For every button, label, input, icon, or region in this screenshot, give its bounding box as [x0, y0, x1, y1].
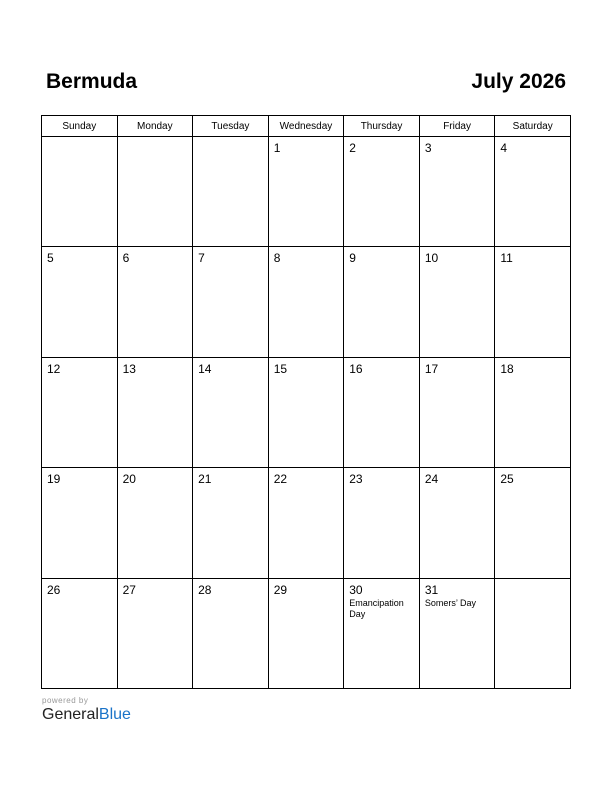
day-number: 18 — [500, 361, 514, 376]
day-cell — [268, 468, 344, 578]
calendar-grid — [41, 115, 571, 689]
day-cell — [419, 247, 495, 357]
weekday-header-row — [42, 116, 571, 137]
week-row — [42, 357, 571, 467]
day-cell — [193, 357, 269, 467]
weekday-sunday: Sunday — [42, 116, 118, 137]
weekday-wednesday: Wednesday — [268, 116, 344, 137]
day-number: 15 — [273, 361, 288, 376]
day-number: 10 — [424, 251, 439, 266]
weekday-thursday: Thursday — [344, 116, 420, 137]
day-number: 14 — [198, 361, 212, 376]
day-cell — [495, 357, 571, 467]
day-cell — [268, 578, 344, 688]
day-cell — [419, 578, 495, 688]
day-cell — [117, 357, 193, 467]
holiday-label: Emancipation Day — [349, 597, 404, 619]
day-number: 8 — [273, 251, 281, 266]
day-number: 13 — [122, 361, 136, 376]
day-number: 1 — [273, 141, 281, 155]
day-cell — [344, 468, 420, 578]
day-cell — [117, 137, 193, 247]
day-number: 12 — [47, 361, 61, 376]
day-number: 26 — [47, 582, 61, 597]
day-cell — [117, 247, 193, 357]
day-cell — [419, 468, 495, 578]
weekday-monday: Monday — [117, 116, 193, 137]
day-number: 30 — [349, 582, 363, 597]
day-number: 2 — [349, 141, 356, 155]
day-number: 5 — [47, 251, 54, 266]
week-row — [42, 468, 571, 578]
day-number: 23 — [349, 472, 363, 487]
day-cell — [42, 137, 118, 247]
day-cell — [495, 578, 571, 688]
day-number: 19 — [47, 472, 61, 487]
day-cell — [42, 468, 118, 578]
day-number: 6 — [122, 251, 130, 266]
day-number: 22 — [273, 472, 288, 487]
day-cell — [193, 578, 269, 688]
day-cell — [117, 468, 193, 578]
weekday-tuesday: Tuesday — [193, 116, 269, 137]
day-cell — [344, 247, 420, 357]
day-number: 28 — [198, 582, 212, 597]
week-row — [42, 578, 571, 688]
day-number: 3 — [424, 141, 432, 155]
day-cell — [193, 468, 269, 578]
day-cell — [495, 468, 571, 578]
powered-by-text: powered by — [42, 696, 89, 705]
brand-blue: Blue — [98, 706, 131, 723]
day-cell — [268, 357, 344, 467]
holiday-label: Somers’ Day — [424, 597, 476, 608]
country-title: Bermuda — [46, 70, 138, 93]
day-cell — [495, 247, 571, 357]
weekday-friday: Friday — [419, 116, 495, 137]
brand-general: General — [42, 706, 99, 723]
day-number: 21 — [198, 472, 212, 487]
day-cell — [268, 137, 344, 247]
day-number: 24 — [424, 472, 439, 487]
month-title: July 2026 — [471, 70, 566, 93]
day-number: 25 — [500, 472, 514, 487]
weekday-saturday: Saturday — [495, 116, 571, 137]
day-cell — [495, 137, 571, 247]
day-number: 29 — [273, 582, 288, 597]
day-cell — [117, 578, 193, 688]
day-cell — [193, 137, 269, 247]
footer-branding — [42, 696, 131, 724]
calendar-header — [46, 70, 566, 100]
day-number: 31 — [424, 582, 439, 597]
day-cell — [42, 247, 118, 357]
week-row — [42, 247, 571, 357]
day-cell — [344, 357, 420, 467]
generalblue-logo — [42, 706, 131, 724]
day-cell — [268, 247, 344, 357]
day-number: 27 — [122, 582, 136, 597]
day-number: 7 — [198, 251, 205, 266]
day-cell — [42, 357, 118, 467]
day-number: 9 — [349, 251, 356, 266]
day-cell — [344, 137, 420, 247]
day-number: 16 — [349, 361, 363, 376]
day-number: 20 — [122, 472, 136, 487]
day-cell — [419, 357, 495, 467]
week-row — [42, 137, 571, 247]
day-cell — [344, 578, 420, 688]
day-cell — [193, 247, 269, 357]
day-cell — [419, 137, 495, 247]
day-number: 17 — [424, 361, 439, 376]
day-number: 11 — [500, 251, 513, 266]
day-cell — [42, 578, 118, 688]
day-number: 4 — [500, 141, 508, 155]
